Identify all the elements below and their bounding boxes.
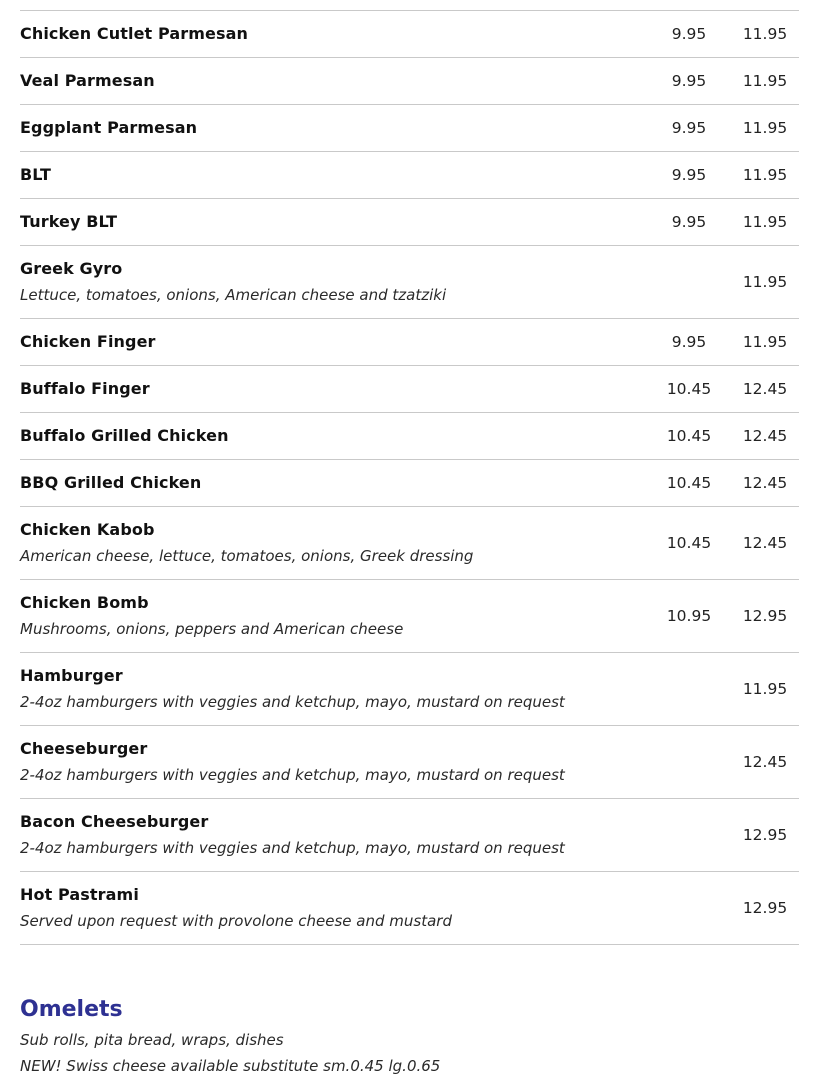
- omelets-section: [20, 993, 799, 1079]
- menu-item: [20, 580, 799, 653]
- menu-item-name: Chicken Cutlet Parmesan: [20, 24, 248, 43]
- menu-item-info: [20, 520, 649, 566]
- price-large: 11.95: [742, 333, 788, 351]
- menu-item-description: American cheese, lettuce, tomatoes, onions, Greek dressing: [20, 547, 474, 565]
- menu-item-info: [20, 259, 649, 305]
- price-small: 10.45: [666, 427, 712, 445]
- menu-item-name: Chicken Kabob: [20, 520, 155, 539]
- price-large: 11.95: [742, 119, 788, 137]
- menu-item: [20, 872, 799, 945]
- menu-item-description: Lettuce, tomatoes, onions, American cheese and tzatziki: [20, 286, 447, 304]
- price-large: 11.95: [742, 72, 788, 90]
- price-large: 12.45: [742, 380, 788, 398]
- price-large: 12.95: [742, 899, 788, 917]
- menu-item-info: [20, 812, 649, 858]
- menu-item-description: 2-4oz hamburgers with veggies and ketchup, mayo, mustard on request: [20, 766, 565, 784]
- price-large: 11.95: [742, 680, 788, 698]
- menu-item: [20, 507, 799, 580]
- price-small: 10.95: [666, 607, 712, 625]
- price-large: 12.95: [742, 607, 788, 625]
- menu-item-info: [20, 118, 649, 138]
- menu-item: [20, 11, 799, 58]
- menu-item-info: [20, 165, 649, 185]
- menu-item: [20, 199, 799, 246]
- menu-item: [20, 413, 799, 460]
- menu-item-info: [20, 212, 649, 232]
- price-large: 12.45: [742, 474, 788, 492]
- menu-item-name: BBQ Grilled Chicken: [20, 473, 202, 492]
- menu-item-info: [20, 24, 649, 44]
- menu-item-info: [20, 332, 649, 352]
- menu-item: [20, 799, 799, 872]
- menu-item-list: [20, 10, 799, 945]
- section-note: Sub rolls, pita bread, wraps, dishes: [20, 1031, 284, 1049]
- menu-item: [20, 319, 799, 366]
- price-small: 9.95: [671, 166, 707, 184]
- price-large: 12.45: [742, 753, 788, 771]
- menu-item: [20, 460, 799, 507]
- menu-item: [20, 246, 799, 319]
- section-title: Omelets: [20, 997, 123, 1022]
- menu-item-info: [20, 739, 649, 785]
- price-small: 10.45: [666, 380, 712, 398]
- menu-item-name: BLT: [20, 165, 51, 184]
- price-large: 11.95: [742, 25, 788, 43]
- menu-item: [20, 366, 799, 413]
- price-small: 9.95: [671, 72, 707, 90]
- menu-item-name: Veal Parmesan: [20, 71, 155, 90]
- section-note: NEW! Swiss cheese available substitute sm.0.45 lg.0.65: [20, 1057, 441, 1075]
- menu-item-info: [20, 426, 649, 446]
- menu-item: [20, 726, 799, 799]
- menu-item-name: Buffalo Grilled Chicken: [20, 426, 229, 445]
- price-small: 9.95: [671, 25, 707, 43]
- price-large: 11.95: [742, 213, 788, 231]
- menu-item-info: [20, 473, 649, 493]
- menu-item: [20, 58, 799, 105]
- price-small: 10.45: [666, 474, 712, 492]
- menu-item-name: Chicken Bomb: [20, 593, 149, 612]
- price-small: 9.95: [671, 333, 707, 351]
- menu-item-description: 2-4oz hamburgers with veggies and ketchup, mayo, mustard on request: [20, 693, 565, 711]
- menu-item-name: Bacon Cheeseburger: [20, 812, 209, 831]
- menu-item-info: [20, 71, 649, 91]
- menu-item-description: Mushrooms, onions, peppers and American cheese: [20, 620, 404, 638]
- menu-item-name: Cheeseburger: [20, 739, 148, 758]
- menu-item-name: Hamburger: [20, 666, 123, 685]
- menu-item-name: Chicken Finger: [20, 332, 156, 351]
- price-small: 9.95: [671, 213, 707, 231]
- menu-item-name: Greek Gyro: [20, 259, 123, 278]
- menu-item-name: Buffalo Finger: [20, 379, 150, 398]
- price-small: 9.95: [671, 119, 707, 137]
- menu-item-name: Eggplant Parmesan: [20, 118, 198, 137]
- menu-item-description: 2-4oz hamburgers with veggies and ketchup, mayo, mustard on request: [20, 839, 565, 857]
- menu-item-info: [20, 593, 649, 639]
- menu-item: [20, 152, 799, 199]
- menu-item-name: Hot Pastrami: [20, 885, 139, 904]
- menu-item-name: Turkey BLT: [20, 212, 118, 231]
- menu-item-description: Served upon request with provolone cheese and mustard: [20, 912, 452, 930]
- menu-item: [20, 653, 799, 726]
- price-large: 12.45: [742, 534, 788, 552]
- price-large: 12.95: [742, 826, 788, 844]
- price-large: 11.95: [742, 166, 788, 184]
- menu-item-info: [20, 885, 649, 931]
- price-small: 10.45: [666, 534, 712, 552]
- menu-item: [20, 105, 799, 152]
- price-large: 11.95: [742, 273, 788, 291]
- menu-item-info: [20, 666, 649, 712]
- menu-item-info: [20, 379, 649, 399]
- price-large: 12.45: [742, 427, 788, 445]
